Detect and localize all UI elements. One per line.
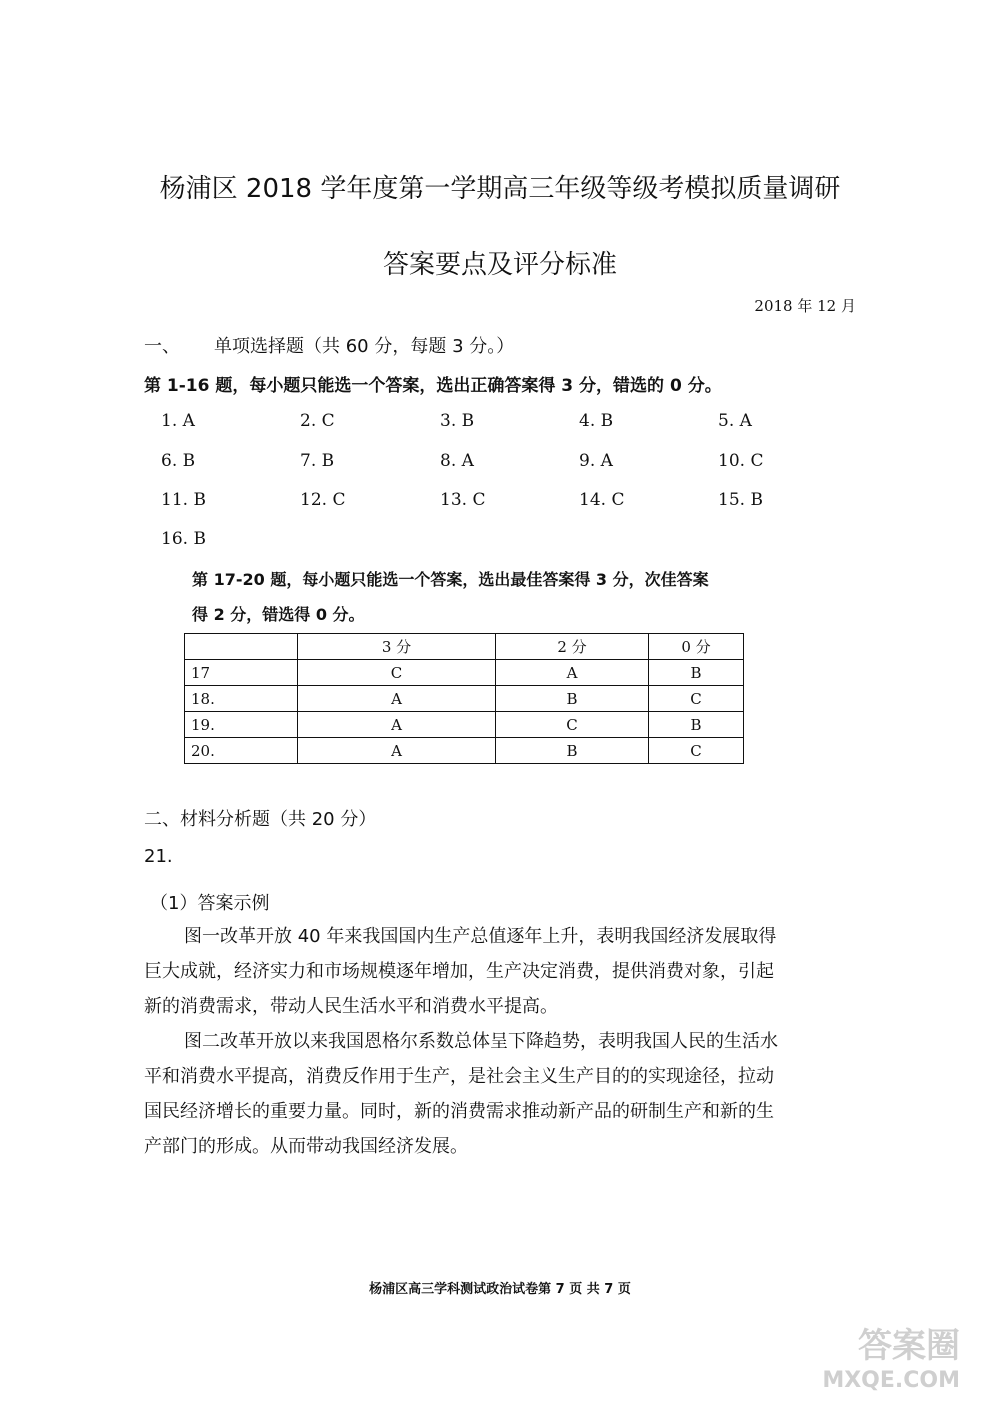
answer-item: 6. B xyxy=(161,451,196,471)
paragraph-line: 产部门的形成。从而带动我国经济发展。 xyxy=(144,1136,468,1157)
score-table xyxy=(184,633,744,764)
answer-item: 8. A xyxy=(440,451,474,471)
answer-item: 3. B xyxy=(440,411,475,431)
table-cell: 20. xyxy=(185,738,298,764)
table-cell: B xyxy=(649,660,744,686)
answer-item: 9. A xyxy=(579,451,613,471)
table-header-cell xyxy=(185,634,298,660)
section1-number: 一、 xyxy=(144,336,180,357)
table-row xyxy=(185,686,744,712)
table-row xyxy=(185,712,744,738)
table-cell: C xyxy=(298,660,496,686)
table-cell: B xyxy=(496,686,649,712)
answer-item: 11. B xyxy=(161,490,206,510)
answer-item: 15. B xyxy=(718,490,763,510)
paragraph-line: 图一改革开放 40 年来我国国内生产总值逐年上升，表明我国经济发展取得 xyxy=(184,926,777,947)
table-cell: A xyxy=(496,660,649,686)
section1-heading: 单项选择题（共 60 分，每题 3 分。） xyxy=(214,336,515,357)
table-header-cell: 0 分 xyxy=(649,634,744,660)
paragraph-line: 国民经济增长的重要力量。同时，新的消费需求推动新产品的研制生产和新的生 xyxy=(144,1101,774,1122)
answer-item: 5. A xyxy=(718,411,752,431)
answer-item: 16. B xyxy=(161,529,206,549)
table-cell: A xyxy=(298,686,496,712)
paragraph-line: 新的消费需求，带动人民生活水平和消费水平提高。 xyxy=(144,996,558,1017)
question-number: 21. xyxy=(144,846,173,867)
section1-rule2-line2: 得 2 分，错选得 0 分。 xyxy=(192,605,365,624)
table-cell: C xyxy=(649,686,744,712)
table-cell: C xyxy=(496,712,649,738)
table-cell: 19. xyxy=(185,712,298,738)
table-header-cell: 3 分 xyxy=(298,634,496,660)
answer-item: 12. C xyxy=(300,490,346,510)
watermark-logo: 答案圈 xyxy=(858,1326,960,1366)
document-title: 杨浦区 2018 学年度第一学期高三年级等级考模拟质量调研 xyxy=(159,174,841,204)
paragraph-line: 巨大成就，经济实力和市场规模逐年增加，生产决定消费，提供消费对象，引起 xyxy=(144,961,774,982)
table-header-cell: 2 分 xyxy=(496,634,649,660)
table-header-row xyxy=(185,634,744,660)
answer-item: 2. C xyxy=(300,411,335,431)
table-cell: B xyxy=(496,738,649,764)
table-cell: B xyxy=(649,712,744,738)
document-subtitle: 答案要点及评分标准 xyxy=(382,250,617,280)
answer-item: 7. B xyxy=(300,451,335,471)
paragraph-line: 平和消费水平提高，消费反作用于生产，是社会主义生产目的的实现途径，拉动 xyxy=(144,1066,774,1087)
table-cell: 18. xyxy=(185,686,298,712)
answer-item: 10. C xyxy=(718,451,764,471)
page-footer: 杨浦区高三学科测试政治试卷第 7 页 共 7 页 xyxy=(369,1282,631,1297)
section1-rule2-line1: 第 17-20 题，每小题只能选一个答案，选出最佳答案得 3 分，次佳答案 xyxy=(192,570,709,589)
answer-subheading: （1）答案示例 xyxy=(150,893,270,914)
table-cell: C xyxy=(649,738,744,764)
answer-item: 1. A xyxy=(161,411,195,431)
document-date: 2018 年 12 月 xyxy=(754,297,856,315)
section2-heading: 二、材料分析题（共 20 分） xyxy=(144,809,377,830)
watermark-site: MXQE.COM xyxy=(822,1368,960,1393)
paragraph-line: 图二改革开放以来我国恩格尔系数总体呈下降趋势，表明我国人民的生活水 xyxy=(184,1031,778,1052)
table-cell: A xyxy=(298,738,496,764)
table-row xyxy=(185,738,744,764)
answer-item: 4. B xyxy=(579,411,614,431)
table-cell: 17 xyxy=(185,660,298,686)
section1-rule: 第 1-16 题，每小题只能选一个答案，选出正确答案得 3 分，错选的 0 分。 xyxy=(144,376,722,396)
table-cell: A xyxy=(298,712,496,738)
answer-item: 13. C xyxy=(440,490,486,510)
answer-item: 14. C xyxy=(579,490,625,510)
table-row xyxy=(185,660,744,686)
